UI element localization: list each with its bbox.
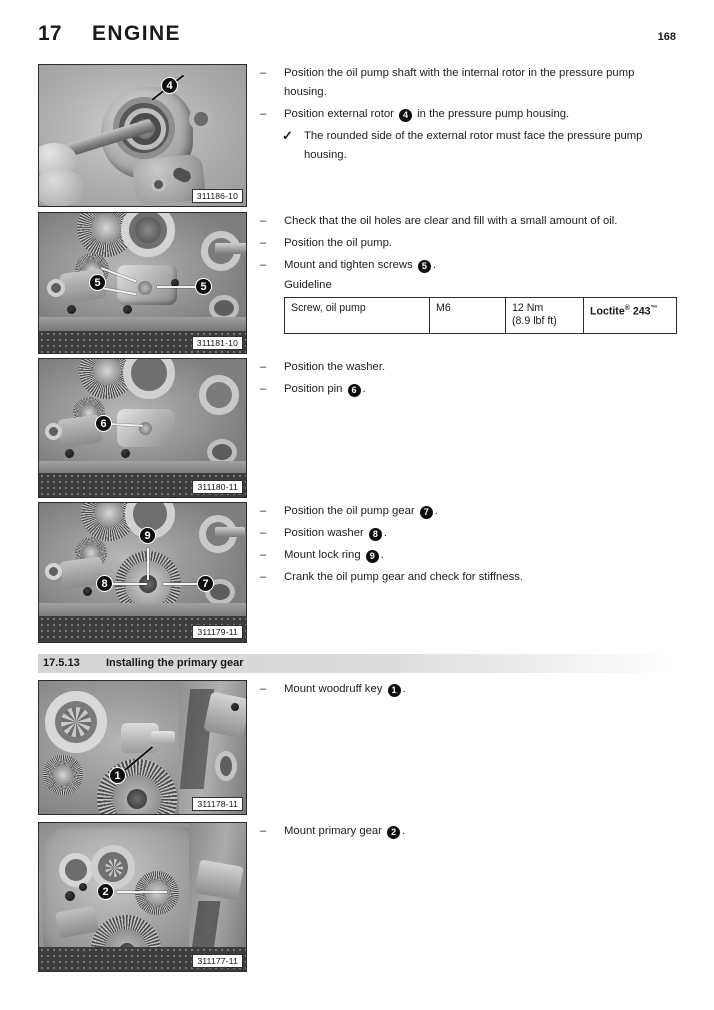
- figure-311178-11: [38, 680, 247, 815]
- instruction-text: Position the oil pump shaft with the internal rotor in the pressure pump housing.: [284, 67, 635, 98]
- dash-marker: –: [260, 108, 267, 120]
- checkmark-icon: ✓: [282, 128, 293, 143]
- figure-caption: 311178-11: [192, 797, 243, 811]
- instruction-list-3: [260, 358, 676, 402]
- torque-lbf: (8.9 lbf ft): [512, 315, 557, 327]
- figure-311177-11: [38, 822, 247, 972]
- instruction-text-post: .: [383, 527, 388, 539]
- trademark-mark: ™: [650, 305, 658, 312]
- instruction-text: Crank the oil pump gear and check for stiffness.: [284, 571, 524, 583]
- instruction-item: [260, 502, 676, 521]
- instruction-list-4: [260, 502, 676, 590]
- figure-caption: 311180-11: [192, 480, 243, 494]
- cell-torque: [506, 298, 584, 334]
- instruction-text-post: .: [380, 549, 384, 561]
- chapter-number: 17: [38, 22, 62, 45]
- dash-marker: –: [260, 549, 267, 561]
- photo-oil-pump-screws: [39, 213, 246, 353]
- photo-primary-gear: [39, 823, 246, 971]
- instruction-text-post: .: [402, 683, 406, 695]
- instruction-text-post: .: [362, 383, 366, 395]
- guideline-label: Guideline: [284, 279, 332, 291]
- page-number: 168: [657, 31, 676, 43]
- torque-nm: 12 Nm: [512, 302, 544, 314]
- procedure-block-6: [38, 822, 676, 974]
- photo-oil-pump-rotor: [39, 65, 246, 206]
- callout-bullet-2: 2: [387, 826, 400, 839]
- dash-marker: –: [260, 825, 267, 837]
- callout-bullet-7: 7: [420, 506, 433, 519]
- instruction-check-item: [260, 127, 676, 165]
- instruction-item: [260, 256, 676, 275]
- instruction-list-5: [260, 680, 676, 702]
- instruction-text: Position the washer.: [284, 361, 386, 373]
- dash-marker: –: [260, 361, 267, 373]
- figure-311180-11: [38, 358, 247, 498]
- instruction-item: [260, 105, 676, 124]
- dash-marker: –: [260, 383, 267, 395]
- page-header: [38, 22, 676, 52]
- instruction-item: [260, 546, 676, 565]
- figure-311186-10: [38, 64, 247, 207]
- instruction-text-post: .: [402, 825, 406, 837]
- callout-5-left: 5: [89, 274, 106, 291]
- callout-5-right: 5: [195, 278, 212, 295]
- instruction-item: [260, 358, 676, 377]
- callout-4: 4: [161, 77, 178, 94]
- figure-caption: 311181-10: [192, 336, 243, 350]
- photo-woodruff-key: [39, 681, 246, 814]
- photo-oil-pump-gear: [39, 503, 246, 642]
- callout-9: 9: [139, 527, 156, 544]
- loctite-name: Loctite: [590, 305, 625, 318]
- instruction-list-2: [260, 212, 676, 334]
- instruction-list-6: [260, 822, 676, 844]
- cell-thread: M6: [430, 298, 506, 334]
- callout-bullet-4: 4: [399, 109, 412, 122]
- instruction-text-post: .: [432, 259, 437, 271]
- dash-marker: –: [260, 215, 267, 227]
- callout-bullet-9: 9: [366, 550, 379, 563]
- callout-1: 1: [109, 767, 126, 784]
- instruction-text-pre: Mount primary gear: [284, 825, 386, 837]
- instruction-text-pre: Mount lock ring: [284, 549, 364, 561]
- callout-6: 6: [95, 415, 112, 432]
- callout-8: 8: [96, 575, 113, 592]
- callout-bullet-5: 5: [418, 260, 431, 273]
- instruction-item: [260, 234, 676, 253]
- instruction-item: [260, 568, 676, 587]
- dash-marker: –: [260, 505, 267, 517]
- torque-spec-table: [284, 297, 677, 334]
- dash-marker: –: [260, 683, 267, 695]
- instruction-text-pre: Mount and tighten screws: [284, 259, 416, 271]
- instruction-list-1: [260, 64, 676, 168]
- dash-marker: –: [260, 527, 267, 539]
- dash-marker: –: [260, 571, 267, 583]
- section-title: Installing the primary gear: [106, 657, 244, 669]
- instruction-text: The rounded side of the external rotor must face the pressure pump housing.: [304, 130, 643, 161]
- instruction-text-pre: Mount woodruff key: [284, 683, 386, 695]
- procedure-block-5: [38, 680, 676, 816]
- cell-component: Screw, oil pump: [285, 298, 430, 334]
- callout-bullet-6: 6: [348, 384, 361, 397]
- procedure-block-1: [38, 64, 676, 210]
- instruction-item: [260, 212, 676, 231]
- instruction-item: [260, 64, 676, 102]
- instruction-item: [260, 524, 676, 543]
- procedure-block-2: [38, 212, 676, 356]
- callout-bullet-8: 8: [369, 528, 382, 541]
- registered-mark: ®: [624, 305, 630, 312]
- loctite-grade: 243: [629, 305, 651, 318]
- chapter-title: ENGINE: [92, 22, 181, 45]
- photo-pin-washer: [39, 359, 246, 497]
- section-heading-bar: [38, 654, 676, 673]
- instruction-item: [260, 380, 676, 399]
- callout-2: 2: [97, 883, 114, 900]
- cell-threadlocker: [584, 298, 677, 334]
- instruction-text-pre: Position the oil pump gear: [284, 505, 418, 517]
- instruction-text-post: in the pressure pump housing.: [414, 108, 570, 120]
- instruction-text-pre: Position pin: [284, 383, 346, 395]
- instruction-item: [260, 680, 676, 699]
- dash-marker: –: [260, 259, 267, 271]
- instruction-text: Check that the oil holes are clear and fill with a small amount of oil.: [284, 215, 618, 227]
- dash-marker: –: [260, 237, 267, 249]
- figure-311181-10: [38, 212, 247, 354]
- section-number: 17.5.13: [43, 657, 80, 669]
- instruction-text-pre: Position external rotor: [284, 108, 398, 120]
- table-row: [285, 298, 677, 334]
- figure-caption: 311186-10: [192, 189, 243, 203]
- figure-caption: 311177-11: [192, 954, 243, 968]
- procedure-block-4: [38, 502, 676, 644]
- procedure-block-3: [38, 358, 676, 500]
- figure-311179-11: [38, 502, 247, 643]
- instruction-item: [260, 822, 676, 841]
- callout-7: 7: [197, 575, 214, 592]
- instruction-text: Position the oil pump.: [284, 237, 393, 249]
- instruction-text-pre: Position washer: [284, 527, 367, 539]
- dash-marker: –: [260, 67, 267, 79]
- callout-bullet-1: 1: [388, 684, 401, 697]
- figure-caption: 311179-11: [192, 625, 243, 639]
- instruction-text-post: .: [434, 505, 438, 517]
